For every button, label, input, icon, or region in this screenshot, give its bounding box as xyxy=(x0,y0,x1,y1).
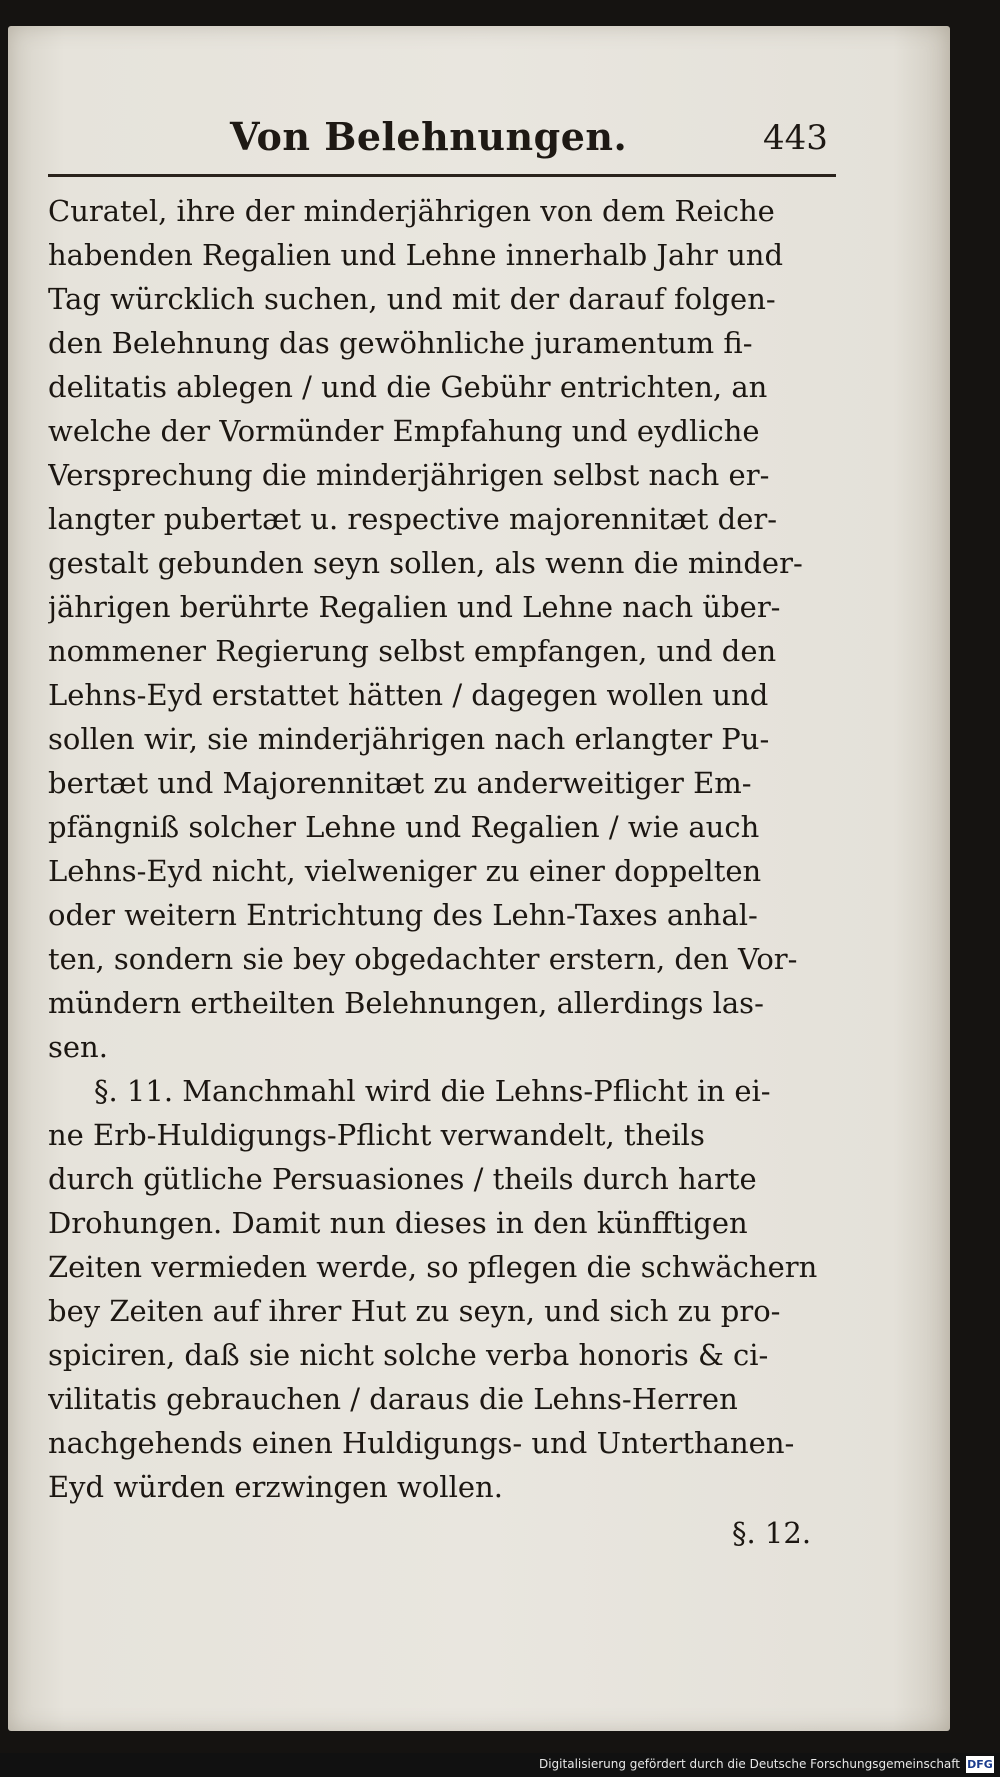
text-line: §. 11. Manchmahl wird die Lehns-Pflicht in ei- xyxy=(94,1074,771,1108)
text-line: bertæt und Majorennitæt zu anderweitiger Em- xyxy=(48,766,752,800)
dfg-logo: DFG xyxy=(967,1758,993,1771)
header-rule xyxy=(48,174,836,177)
footer-bar xyxy=(0,1753,1000,1777)
text-line: ne Erb-Huldigungs-Pflicht verwandelt, theils xyxy=(48,1118,705,1152)
text-line: durch gütliche Persuasiones / theils durch harte xyxy=(48,1162,757,1196)
text-line: gestalt gebunden seyn sollen, als wenn die minder- xyxy=(48,546,803,580)
running-head xyxy=(8,96,950,166)
text-line: delitatis ablegen / und die Gebühr entrichten, an xyxy=(48,370,768,404)
text-line: mündern ertheilten Belehnungen, allerdings las- xyxy=(48,986,764,1020)
text-line: Curatel, ihre der minderjährigen von dem Reiche xyxy=(48,194,775,228)
text-line: bey Zeiten auf ihrer Hut zu seyn, und sich zu pro- xyxy=(48,1294,781,1328)
book-page xyxy=(8,26,950,1731)
text-line: nachgehends einen Huldigungs- und Unterthanen- xyxy=(48,1426,795,1460)
running-title: Von Belehnungen. xyxy=(230,114,628,159)
text-line: Drohungen. Damit nun dieses in den künfftigen xyxy=(48,1206,748,1240)
text-line: welche der Vormünder Empfahung und eydliche xyxy=(48,414,760,448)
text-line: spiciren, daß sie nicht solche verba honoris & ci- xyxy=(48,1338,769,1372)
funding-credit: Digitalisierung gefördert durch die Deutsche Forschungsgemeinschaft xyxy=(538,1757,960,1771)
text-line: Versprechung die minderjährigen selbst nach er- xyxy=(48,458,770,492)
text-line: Zeiten vermieden werde, so pflegen die schwächern xyxy=(48,1250,818,1284)
text-line: Eyd würden erzwingen wollen. xyxy=(48,1470,503,1504)
body-text xyxy=(48,189,848,1509)
text-line: pfängniß solcher Lehne und Regalien / wie auch xyxy=(48,810,760,844)
text-line: sen. xyxy=(48,1030,108,1064)
text-line: Lehns-Eyd erstattet hätten / dagegen wollen und xyxy=(48,678,769,712)
text-line: sollen wir, sie minderjährigen nach erlangter Pu- xyxy=(48,722,770,756)
text-line: ten, sondern sie bey obgedachter erstern, den Vor- xyxy=(48,942,798,976)
text-line: habenden Regalien und Lehne innerhalb Jahr und xyxy=(48,238,784,272)
text-line: den Belehnung das gewöhnliche juramentum fi- xyxy=(48,326,753,360)
text-line: oder weitern Entrichtung des Lehn-Taxes anhal- xyxy=(48,898,758,932)
page-number: 443 xyxy=(763,118,828,158)
text-line: nommener Regierung selbst empfangen, und den xyxy=(48,634,777,668)
text-line: langter pubertæt u. respective majorennitæt der- xyxy=(48,502,778,536)
text-line: jährigen berührte Regalien und Lehne nach über- xyxy=(48,590,781,624)
text-line: Tag würcklich suchen, und mit der darauf folgen- xyxy=(48,282,776,316)
text-line: Lehns-Eyd nicht, vielweniger zu einer doppelten xyxy=(48,854,762,888)
text-line: vilitatis gebrauchen / daraus die Lehns-Herren xyxy=(48,1382,738,1416)
catchword: §. 12. xyxy=(732,1516,812,1550)
